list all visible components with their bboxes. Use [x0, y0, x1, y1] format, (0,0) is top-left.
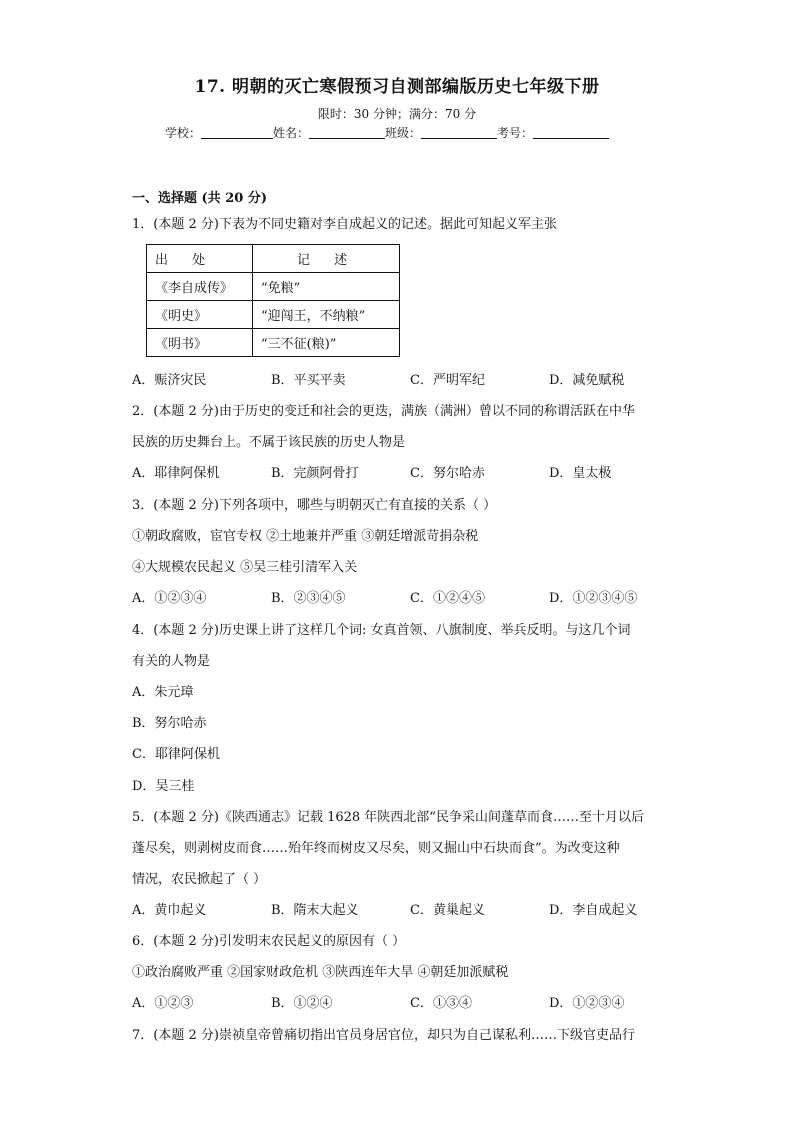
option-b[interactable]: B．①②④ [271, 996, 333, 1011]
section-heading: 一、选择题 (共 20 分) [132, 191, 267, 206]
option-a[interactable]: A．①②③④ [132, 591, 207, 606]
table-cell: “三不征(粮)” [253, 329, 400, 357]
option-b[interactable]: B．平买平卖 [271, 373, 346, 388]
option-c[interactable]: C．黄巢起义 [410, 903, 485, 918]
page-title: 17. 明朝的灭亡寒假预习自测部编版历史七年级下册 [194, 77, 600, 97]
option-c[interactable]: C．①③④ [410, 996, 472, 1011]
table-row [147, 329, 400, 357]
q4-option-a[interactable]: A．朱元璋 [132, 685, 194, 700]
name-blank[interactable] [309, 126, 385, 139]
class-label: 班级： [385, 126, 422, 140]
option-d[interactable]: D．皇太极 [549, 466, 612, 481]
option-d[interactable]: D．①②③④⑤ [549, 591, 638, 606]
option-c[interactable]: C．严明军纪 [410, 373, 485, 388]
table-header-cell: 出 处 [147, 245, 253, 273]
option-a[interactable]: A．耶律阿保机 [132, 466, 220, 481]
q3-stem: 3．(本题 2 分)下列各项中，哪些与明朝灭亡有直接的关系（ ） [132, 498, 497, 513]
school-blank[interactable] [201, 126, 273, 139]
option-c[interactable]: C．①②④⑤ [410, 591, 485, 606]
table-header-row [147, 245, 400, 273]
table-row [147, 301, 400, 329]
table-cell: 《明书》 [147, 329, 253, 357]
option-a[interactable]: A．①②③ [132, 996, 194, 1011]
option-b[interactable]: B．②③④⑤ [271, 591, 346, 606]
q5-options [132, 899, 688, 918]
q4-option-d[interactable]: D．吴三桂 [132, 779, 195, 794]
option-d[interactable]: D．减免赋税 [549, 373, 625, 388]
q1-options [132, 369, 688, 388]
option-b[interactable]: B．完颜阿骨打 [271, 466, 359, 481]
option-a[interactable]: A．赈济灾民 [132, 373, 207, 388]
table-cell: “免粮” [253, 273, 400, 301]
q2-options [132, 462, 688, 481]
option-c[interactable]: C．努尔哈赤 [410, 466, 485, 481]
option-a[interactable]: A．黄巾起义 [132, 903, 207, 918]
option-d[interactable]: D．①②③④ [549, 996, 625, 1011]
table-cell: 《李自成传》 [147, 273, 253, 301]
table-row [147, 273, 400, 301]
table-header-cell: 记 述 [253, 245, 400, 273]
table-cell: “迎闯王，不纳粮” [253, 301, 400, 329]
table-cell: 《明史》 [147, 301, 253, 329]
school-label: 学校： [165, 126, 202, 140]
name-label: 姓名： [273, 126, 310, 140]
q3-items-line2: ④大规模农民起义 ⑤吴三桂引清军入关 [132, 560, 358, 575]
q1-stem: 1．(本题 2 分)下表为不同史籍对李自成起义的记述。据此可知起义军主张 [132, 217, 557, 232]
q6-options [132, 992, 688, 1011]
q4-option-c[interactable]: C．耶律阿保机 [132, 747, 220, 762]
time-score-limits: 限时：30 分钟；满分：70 分 [317, 107, 477, 121]
exam-number-label: 考号： [497, 126, 534, 140]
q1-source-table [146, 244, 400, 357]
q6-stem: 6．(本题 2 分)引发明末农民起义的原因有（ ） [132, 934, 406, 949]
class-blank[interactable] [421, 126, 497, 139]
student-info-fields [165, 124, 635, 141]
q4-stem-line2: 有关的人物是 [132, 654, 211, 669]
q5-stem-line2: 蓬尽矣，则剥树皮而食……殆年终而树皮又尽矣，则又掘山中石块而食”。为改变这种 [132, 841, 620, 856]
q4-option-b[interactable]: B．努尔哈赤 [132, 716, 207, 731]
q6-items: ①政治腐败严重 ②国家财政危机 ③陕西连年大旱 ④朝廷加派赋税 [132, 965, 509, 980]
q3-items-line1: ①朝政腐败，宦官专权 ②土地兼并严重 ③朝廷增派苛捐杂税 [132, 529, 479, 544]
option-d[interactable]: D．李自成起义 [549, 903, 638, 918]
q5-stem-line1: 5．(本题 2 分)《陕西通志》记载 1628 年陕西北部“民争采山间蓬草而食……至十月以后 [132, 810, 644, 825]
q2-stem-line1: 2．(本题 2 分)由于历史的变迁和社会的更迭，满族（满洲）曾以不同的称谓活跃在中华 [132, 404, 635, 419]
q3-options [132, 587, 688, 606]
option-b[interactable]: B．隋末大起义 [271, 903, 359, 918]
exam-number-blank[interactable] [533, 126, 609, 139]
q7-stem-line1: 7．(本题 2 分)崇祯皇帝曾痛切指出官员身居官位，却只为自己谋私利……下级官吏品行 [132, 1028, 635, 1043]
q2-stem-line2: 民族的历史舞台上。不属于该民族的历史人物是 [132, 435, 406, 450]
q5-stem-line3: 情况，农民掀起了（ ） [132, 872, 267, 887]
q4-stem-line1: 4．(本题 2 分)历史课上讲了这样几个词: 女真首领、八旗制度、举兵反明。与这几个词 [132, 623, 631, 638]
